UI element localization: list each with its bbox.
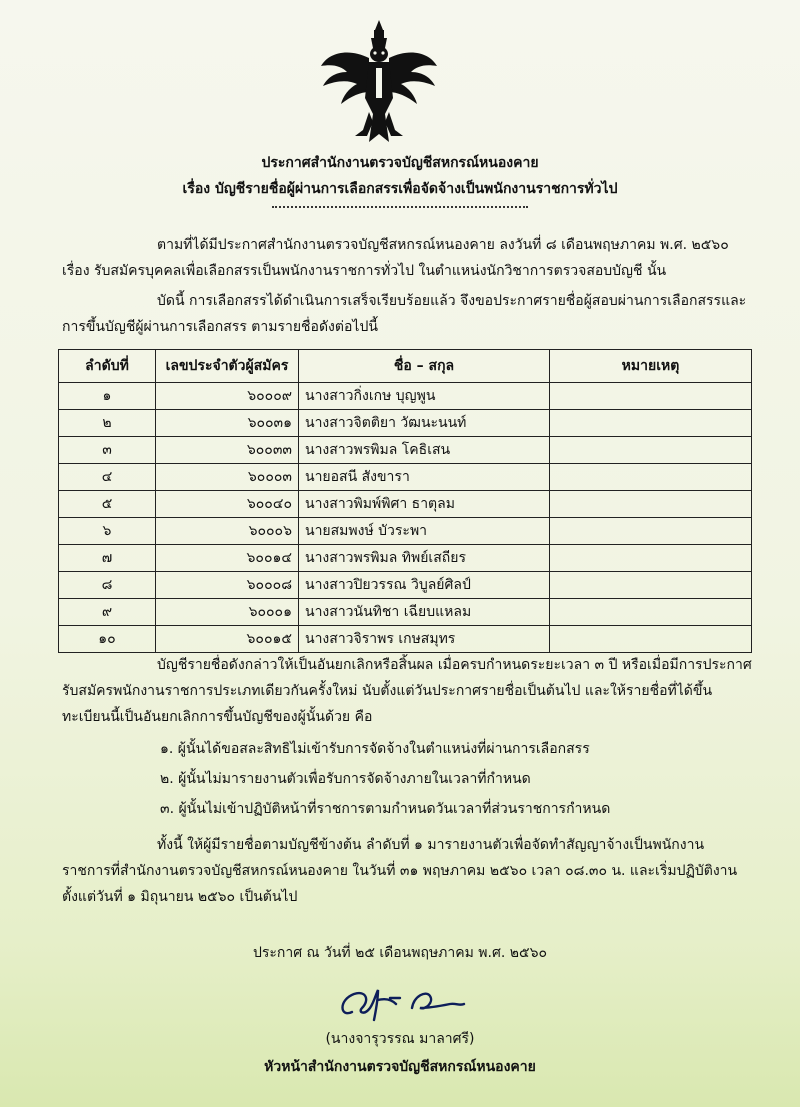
table-row <box>59 518 752 545</box>
row-index: ๒ <box>59 410 156 437</box>
row-applicant-id: ๖๐๐๓๑ <box>156 410 299 437</box>
table-row <box>59 383 752 410</box>
row-name: นางสาวปิยวรรณ วิบูลย์ศิลป์ <box>299 572 550 599</box>
row-name: นางสาวจิราพร เกษสมุทร <box>299 626 550 653</box>
table-row <box>59 491 752 518</box>
announcement-date: ประกาศ ณ วันที่ ๒๕ เดือนพฤษภาคม พ.ศ. ๒๕๖๐ <box>252 945 548 961</box>
row-index: ๔ <box>59 464 156 491</box>
reporting-paragraph: ทั้งนี้ ให้ผู้มีรายชื่อตามบัญชีข้างต้น ลำดับที่ ๑ มารายงานตัวเพื่อจัดทำสัญญาจ้างเป็นพนักงานราชการที่สำนักงานตรวจบัญชีสหกรณ์หนองคาย ในวันที่ ๓๑ พฤษภาคม ๒๕๖๐ เวลา ๐๘.๓๐ น. และเริ่มปฏิบัติงานตั้งแต่วันที่ ๑ มิถุนายน ๒๕๖๐ เป็นต้นไป <box>62 837 738 905</box>
row-applicant-id: ๖๐๐๐๖ <box>156 518 299 545</box>
row-name: นายสมพงษ์ บัวระพา <box>299 518 550 545</box>
column-header-name: ชื่อ – สกุล <box>299 350 550 383</box>
validity-paragraph: บัญชีรายชื่อดังกล่าวให้เป็นอันยกเลิกหรือสิ้นผล เมื่อครบกำหนดระยะเวลา ๓ ปี หรือเมื่อมีการประกาศรับสมัครพนักงานราชการประเภทเดียวกันครั้งใหม่ นับตั้งแต่วันประกาศรายชื่อเป็นต้นไป และให้รายชื่อที่ได้ขึ้นทะเบียนนี้เป็นอันยกเลิกการขึ้นบัญชีของผู้นั้นด้วย คือ <box>62 657 752 725</box>
intro-paragraph: ตามที่ได้มีประกาศสำนักงานตรวจบัญชีสหกรณ์หนองคาย ลงวันที่ ๘ เดือนพฤษภาคม พ.ศ. ๒๕๖๐ เรื่อง รับสมัครบุคคลเพื่อเลือกสรรเป็นพนักงานราชการทั่วไป ในตำแหน่งนักวิชาการตรวจสอบบัญชี นั้น <box>62 237 729 279</box>
table-row <box>59 626 752 653</box>
table-row <box>59 545 752 572</box>
row-applicant-id: ๖๐๐๔๐ <box>156 491 299 518</box>
row-name: นางสาวกิ่งเกษ บุญพูน <box>299 383 550 410</box>
row-name: นางสาวพิมพ์พิศา ธาตุลม <box>299 491 550 518</box>
row-name: นางสาวจิตติยา วัฒนะนนท์ <box>299 410 550 437</box>
row-note <box>550 410 752 437</box>
row-applicant-id: ๖๐๐๑๔ <box>156 545 299 572</box>
row-note <box>550 626 752 653</box>
row-note <box>550 464 752 491</box>
condition-item: ๓. ผู้นั้นไม่เข้าปฏิบัติหน้าที่ราชการตามกำหนดวันเวลาที่ส่วนราชการกำหนด <box>160 801 611 817</box>
row-applicant-id: ๖๐๐๑๕ <box>156 626 299 653</box>
row-index: ๑๐ <box>59 626 156 653</box>
row-index: ๖ <box>59 518 156 545</box>
row-note <box>550 572 752 599</box>
row-note <box>550 383 752 410</box>
passed-candidates-table <box>58 349 752 653</box>
condition-item: ๑. ผู้นั้นได้ขอสละสิทธิไม่เข้ารับการจัดจ้างในตำแหน่งที่ผ่านการเลือกสรร <box>160 741 590 757</box>
row-name: นางสาวพรพิมล โคธิเสน <box>299 437 550 464</box>
row-name: นางสาวนันทิชา เฉียบแหลม <box>299 599 550 626</box>
column-header-note: หมายเหตุ <box>550 350 752 383</box>
column-header-index: ลำดับที่ <box>59 350 156 383</box>
row-applicant-id: ๖๐๐๐๑ <box>156 599 299 626</box>
row-index: ๗ <box>59 545 156 572</box>
table-row <box>59 464 752 491</box>
signature-icon <box>330 978 490 1026</box>
signer-title: หัวหน้าสำนักงานตรวจบัญชีสหกรณ์หนองคาย <box>264 1059 536 1075</box>
dotted-divider <box>272 206 528 208</box>
row-index: ๕ <box>59 491 156 518</box>
row-note <box>550 491 752 518</box>
result-paragraph: บัดนี้ การเลือกสรรได้ดำเนินการเสร็จเรียบร้อยแล้ว จึงขอประกาศรายชื่อผู้สอบผ่านการเลือกสรรและการขึ้นบัญชีผู้ผ่านการเลือกสรร ตามรายชื่อดังต่อไปนี้ <box>62 293 747 335</box>
row-applicant-id: ๖๐๐๐๓ <box>156 464 299 491</box>
document-subject: เรื่อง บัญชีรายชื่อผู้ผ่านการเลือกสรรเพื่อจัดจ้างเป็นพนักงานราชการทั่วไป <box>182 181 618 197</box>
signer-name: (นางจารุวรรณ มาลาศรี) <box>325 1031 475 1047</box>
row-index: ๓ <box>59 437 156 464</box>
row-note <box>550 518 752 545</box>
garuda-emblem-icon <box>318 18 440 146</box>
row-note <box>550 437 752 464</box>
row-applicant-id: ๖๐๐๐๙ <box>156 383 299 410</box>
row-index: ๙ <box>59 599 156 626</box>
row-note <box>550 545 752 572</box>
condition-item: ๒. ผู้นั้นไม่มารายงานตัวเพื่อรับการจัดจ้างภายในเวลาที่กำหนด <box>160 771 531 787</box>
document-title: ประกาศสำนักงานตรวจบัญชีสหกรณ์หนองคาย <box>261 155 539 171</box>
row-applicant-id: ๖๐๐๐๘ <box>156 572 299 599</box>
column-header-applicant-id: เลขประจำตัวผู้สมัคร <box>156 350 299 383</box>
row-name: นายอสนี สังขารา <box>299 464 550 491</box>
table-row <box>59 410 752 437</box>
row-name: นางสาวพรพิมล ทิพย์เสถียร <box>299 545 550 572</box>
table-row <box>59 599 752 626</box>
row-applicant-id: ๖๐๐๓๓ <box>156 437 299 464</box>
row-note <box>550 599 752 626</box>
table-row <box>59 572 752 599</box>
table-header-row <box>59 350 752 383</box>
row-index: ๘ <box>59 572 156 599</box>
table-row <box>59 437 752 464</box>
row-index: ๑ <box>59 383 156 410</box>
